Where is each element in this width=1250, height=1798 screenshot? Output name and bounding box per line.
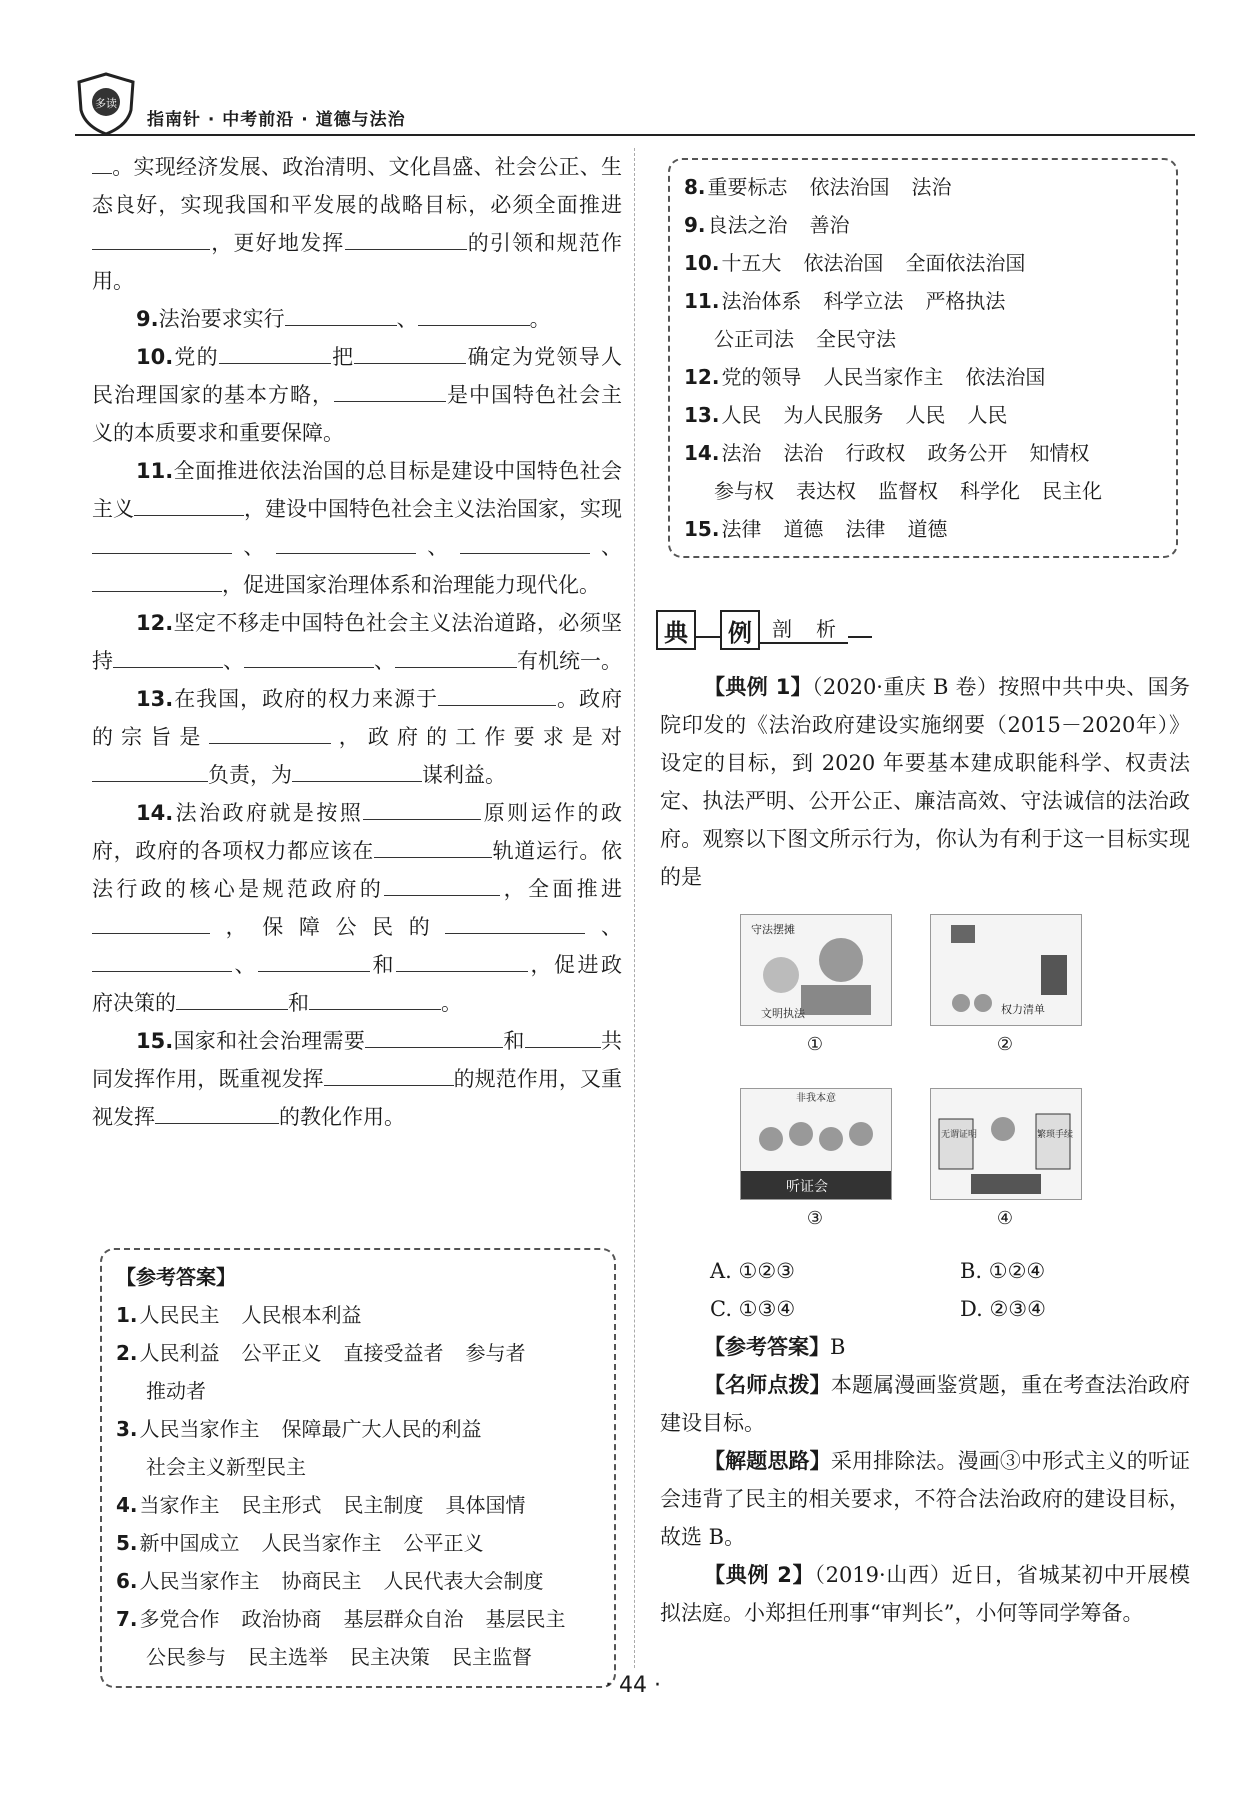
heading-char-4: 析: [804, 616, 848, 644]
cartoon-2-image: [931, 915, 1081, 1025]
example-1-text: 【典例 1】（2020·重庆 B 卷）按照中共中央、国务院印发的《法治政府建设实施纲要（2015－2020年）》设定的目标，到 2020 年要基本建成职能科学、权责法定、执法严明、公开公正、廉洁高效、守法诚信的法治政府。观察以下图文所示行为，你认为有利于这一目标实现的是: [660, 675, 1190, 889]
answer-line: 13. 人民 为人民服务 人民 人民: [684, 403, 1008, 427]
option-a: A. ①②③: [710, 1259, 795, 1283]
cartoon-4-number: ④: [996, 1208, 1014, 1229]
cartoon-3-number: ③: [806, 1208, 824, 1229]
page-number: · 44 ·: [605, 1673, 661, 1698]
cartoon-3-label-b: 听证会: [786, 1179, 828, 1195]
example-2-text: 【典例 2】（2019·山西）近日，省城某初中开展模拟法庭。小郑担任刑事“审判长”，小何等同学筹备。: [660, 1563, 1190, 1625]
answer-line: 10. 十五大 依法治国 全面依法治国: [684, 251, 1026, 275]
section-heading: [656, 610, 1190, 650]
question-13: 13.在我国，政府的权力来源于 。政府的宗旨是 ，政府的工作要求是对负责，为 谋利益。: [92, 680, 622, 794]
header-rule: [75, 134, 1195, 136]
answer-line: 15. 法律 道德 法律 道德: [684, 517, 948, 541]
question-14: 14.法治政府就是按照 原则运作的政府，政府的各项权力都应该在 轨道运行。依法行政的核心是规范政府的 ，全面推进，保障公民的 、、 和 ，促进政府决策的 和 。: [92, 794, 622, 1022]
header-title: 指南针 · 中考前沿 · 道德与法治: [147, 110, 406, 130]
answer-line: 8. 重要标志 依法治国 法治: [684, 175, 952, 199]
cartoon-4-label-a: 无谓证明: [941, 1130, 978, 1140]
question-8-cont: 。实现经济发展、政治清明、文化昌盛、社会公正、生态良好，实现我国和平发展的战略目标，必须全面推进，更好地发挥 的引领和规范作用。: [92, 148, 622, 300]
cartoon-1-label-b: 文明执法: [761, 1007, 805, 1020]
cartoon-3: [740, 1088, 892, 1200]
answer-line: 9. 良法之治 善治: [684, 213, 850, 237]
answer-line: 4. 当家作主 民主形式 民主制度 具体国情: [116, 1493, 526, 1517]
heading-char-3: 剖: [760, 616, 804, 644]
answer-line: 3. 人民当家作主 保障最广大人民的利益: [116, 1417, 482, 1441]
answer-line-cont: 社会主义新型民主: [146, 1455, 306, 1479]
answer-options: [660, 1252, 1190, 1328]
answer-line-cont: 推动者: [146, 1379, 206, 1403]
right-column: [660, 596, 1190, 1632]
answer-line-cont: 公民参与 民主选举 民主决策 民主监督: [146, 1645, 532, 1669]
answer-box-right: [668, 158, 1178, 558]
answer-line: 2. 人民利益 公平正义 直接受益者 参与者: [116, 1341, 526, 1365]
answer-box-left: [100, 1248, 616, 1688]
answer-line: 14. 法治 法治 行政权 政务公开 知情权: [684, 441, 1090, 465]
option-b: B. ①②④: [960, 1259, 1046, 1283]
heading-char-2: 例: [720, 610, 760, 650]
cartoon-4-image: [931, 1089, 1081, 1199]
cartoon-4: [930, 1088, 1082, 1200]
answer-list-left: [116, 1296, 600, 1676]
question-15: 15.国家和社会治理需要 和 共同发挥作用，既重视发挥 的规范作用，又重视发挥 的教化作用。: [92, 1022, 622, 1136]
cartoon-3-image: [741, 1089, 891, 1199]
cartoon-1-label-a: 守法摆摊: [751, 923, 795, 936]
answer-box-title: 【参考答案】: [116, 1265, 236, 1289]
cartoon-2-label-a: 权力清单: [1001, 1003, 1045, 1016]
cartoon-2: [930, 914, 1082, 1026]
answer-line: 7. 多党合作 政治协商 基层群众自治 基层民主: [116, 1607, 566, 1631]
answer-line: 6. 人民当家作主 协商民主 人民代表大会制度: [116, 1569, 544, 1593]
answer-line: 11. 法治体系 科学立法 严格执法: [684, 289, 1006, 313]
question-9: 9.法治要求实行 、 。: [92, 300, 622, 338]
question-10: 10.党的 把 确定为党领导人民治理国家的基本方略， 是中国特色社会主义的本质要求和重要保障。: [92, 338, 622, 452]
option-d: D. ②③④: [960, 1297, 1046, 1321]
option-c: C. ①③④: [710, 1297, 796, 1321]
cartoon-grid: [660, 896, 1190, 1252]
heading-char-1: 典: [656, 610, 696, 650]
cartoon-1: [740, 914, 892, 1026]
solution-idea: 【解题思路】采用排除法。漫画③中形式主义的听证会违背了民主的相关要求，不符合法治政府的建设目标，故选 B。: [660, 1449, 1191, 1549]
reference-answer: 【参考答案】B: [704, 1335, 846, 1359]
page-header: [75, 68, 1195, 134]
cartoon-2-number: ②: [996, 1034, 1014, 1055]
column-divider: [634, 148, 635, 1668]
teacher-tip: 【名师点拨】本题属漫画鉴赏题，重在考查法治政府建设目标。: [660, 1373, 1191, 1435]
logo-text: 多读: [95, 97, 117, 110]
question-11: 11.全面推进依法治国的总目标是建设中国特色社会主义 ，建设中国特色社会主义法治国家，实现、 、 、，促进国家治理体系和治理能力现代化。: [92, 459, 623, 597]
shield-logo-icon: [75, 72, 137, 136]
left-column: [92, 148, 622, 1136]
cartoon-1-image: [741, 915, 891, 1025]
answer-line: 1. 人民民主 人民根本利益: [116, 1303, 362, 1327]
cartoon-3-label-a: 非我本意: [796, 1093, 836, 1104]
cartoon-4-label-b: 繁琐手续: [1037, 1130, 1074, 1140]
answer-line: 12. 党的领导 人民当家作主 依法治国: [684, 365, 1046, 389]
question-12: 12.坚定不移走中国特色社会主义法治道路，必须坚持 、 、 有机统一。: [92, 611, 622, 673]
answer-line-cont: 参与权 表达权 监督权 科学化 民主化: [714, 479, 1102, 503]
cartoon-1-number: ①: [806, 1034, 824, 1055]
answer-line: 5. 新中国成立 人民当家作主 公平正义: [116, 1531, 484, 1555]
answer-line-cont: 公正司法 全民守法: [714, 327, 896, 351]
answer-list-right: [684, 168, 1162, 548]
